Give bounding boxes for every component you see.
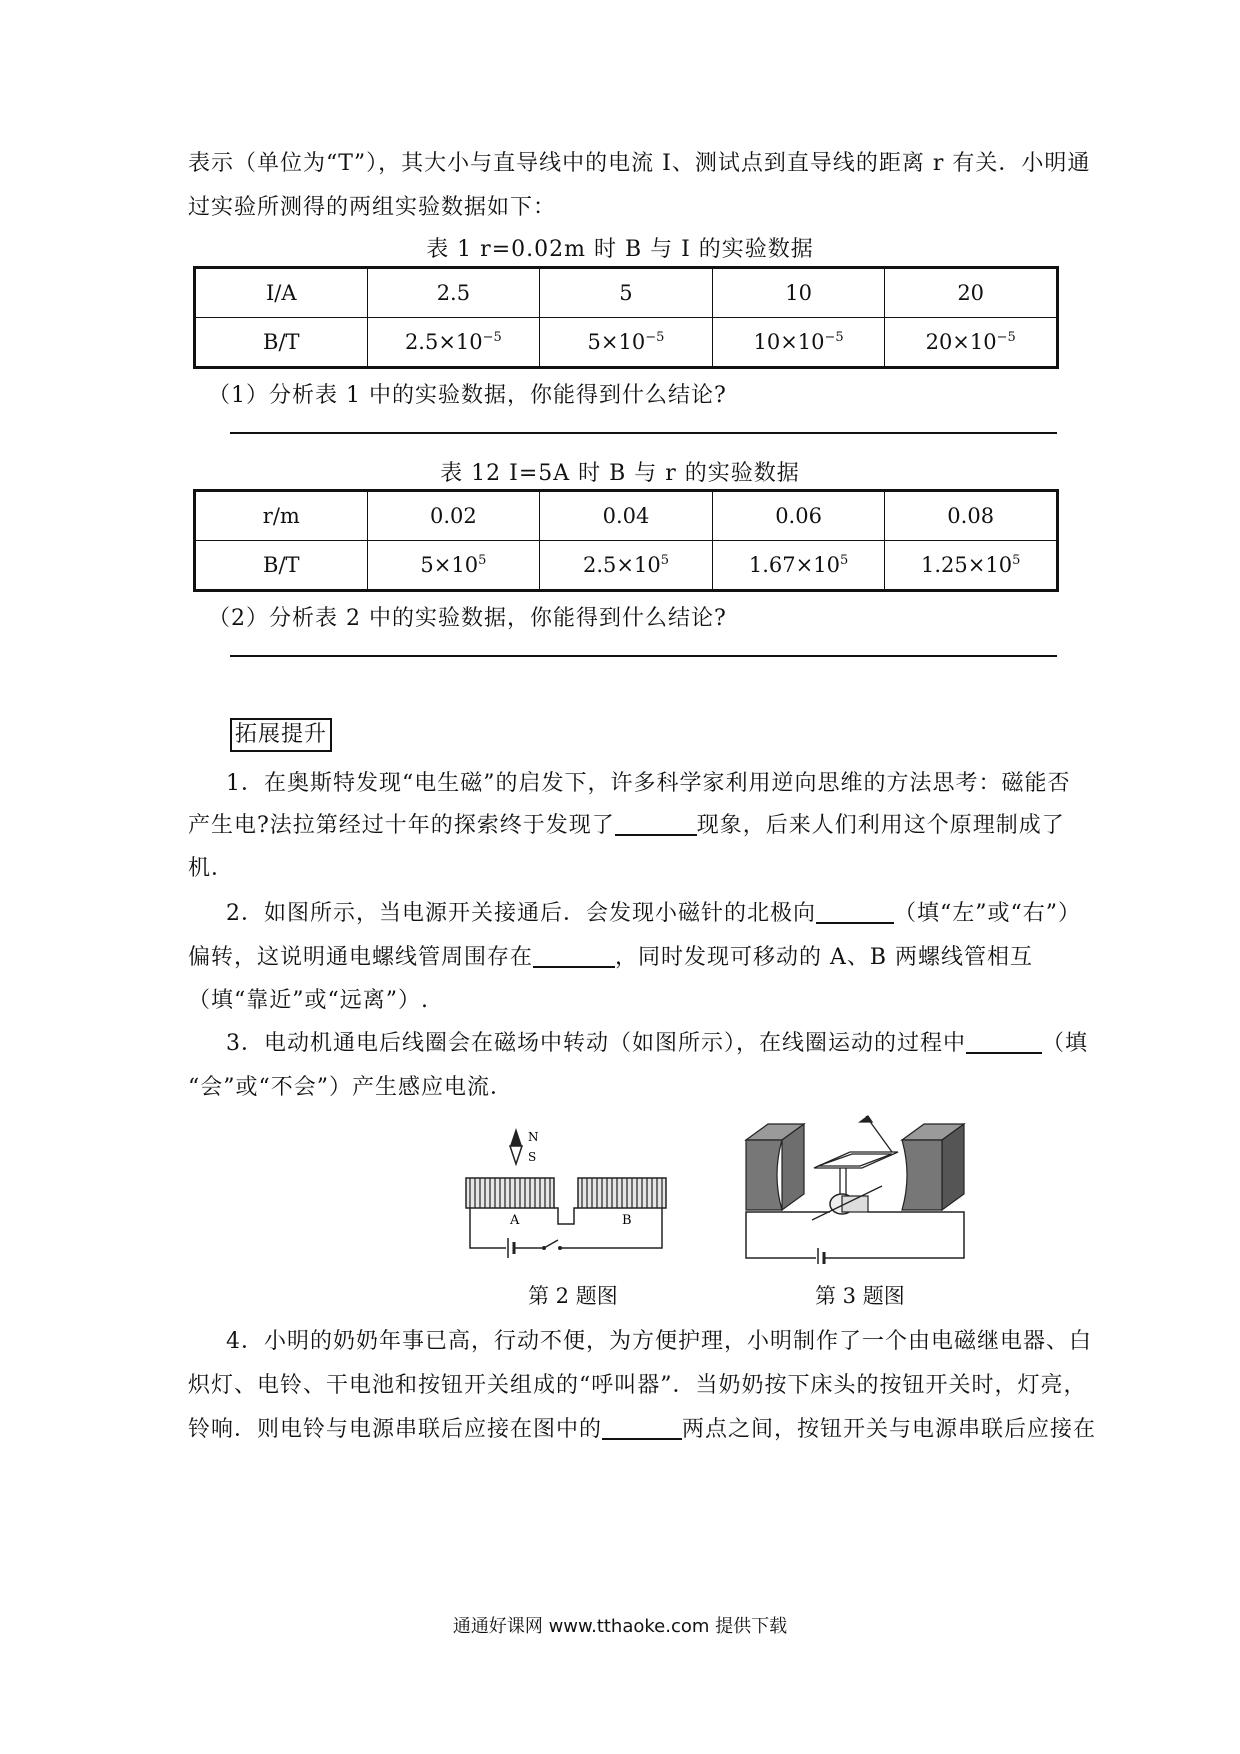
q3-line-2: “会”或“不会”）产生感应电流． <box>188 1075 513 1100</box>
answer-blank[interactable] <box>816 900 894 924</box>
label-s: S <box>528 1150 537 1164</box>
battery-icon <box>818 1248 824 1264</box>
label-n: N <box>528 1130 539 1144</box>
table-cell: 0.02 <box>367 491 540 541</box>
battery-icon <box>508 1238 514 1258</box>
table-cell-header: r/m <box>195 491 368 541</box>
table-row <box>195 268 1058 318</box>
intro-line-1: 表示（单位为“T”），其大小与直导线中的电流 I、测试点到直导线的距离 r 有关．小明通 <box>188 151 1091 176</box>
table-cell: $2.5\times 10^5$ <box>540 541 713 591</box>
footer: 通通好课网 www.tthaoke.com 提供下载 <box>452 1616 788 1637</box>
q2-line-1: 2．如图所示，当电源开关接通后．会发现小磁针的北极向 （填“左”或“右”） <box>226 901 1081 926</box>
table-cell-header: I/A <box>195 268 368 318</box>
table-row <box>195 491 1058 541</box>
figure-2-solenoids <box>462 1124 690 1264</box>
q2-line-3: （填“靠近”或“远离”）. <box>188 988 429 1013</box>
table2-caption: 表 12 I=5A 时 B 与 r 的实验数据 <box>440 461 800 486</box>
compass-needle-icon <box>510 1128 522 1164</box>
solenoid-a <box>466 1178 554 1208</box>
q2-line-2: 偏转，这说明通电螺线管周围存在 ，同时发现可移动的 A、B 两螺线管相互 <box>188 945 1034 970</box>
coil <box>814 1116 898 1194</box>
table-cell: $10\times 10^{-5}$ <box>712 318 885 368</box>
table-cell: 0.06 <box>712 491 885 541</box>
table-cell-header: B/T <box>195 541 368 591</box>
table-cell: 10 <box>712 268 885 318</box>
answer-line-2[interactable] <box>230 655 1057 657</box>
answer-blank[interactable] <box>533 944 615 968</box>
table2 <box>193 489 1059 592</box>
table-cell: $5\times 10^{-5}$ <box>540 318 713 368</box>
question-2: （2）分析表 2 中的实验数据，你能得到什么结论? <box>208 606 727 631</box>
table-cell: $1.25\times 10^5$ <box>885 541 1058 591</box>
table-cell: 0.08 <box>885 491 1058 541</box>
answer-blank[interactable] <box>966 1030 1042 1054</box>
switch-icon <box>542 1240 562 1250</box>
label-b: B <box>622 1213 632 1228</box>
table-cell: $1.67\times 10^5$ <box>712 541 885 591</box>
table-cell: 2.5 <box>367 268 540 318</box>
table-cell-header: B/T <box>195 318 368 368</box>
left-magnet <box>746 1124 804 1210</box>
q4-line-2: 炽灯、电铃、干电池和按钮开关组成的“呼叫器”．当奶奶按下床头的按钮开关时，灯亮， <box>188 1373 1087 1398</box>
section-title <box>230 718 1102 752</box>
table1 <box>193 266 1059 369</box>
right-magnet <box>902 1124 964 1210</box>
table-cell: 20 <box>885 268 1058 318</box>
answer-blank[interactable] <box>615 812 697 836</box>
table-cell: $2.5\times 10^{-5}$ <box>367 318 540 368</box>
q1-line-2: 产生电?法拉第经过十年的探索终于发现了 现象，后来人们利用这个原理制成了 <box>188 813 1065 838</box>
table-cell: $5\times 10^5$ <box>367 541 540 591</box>
answer-blank[interactable] <box>602 1416 682 1440</box>
solenoid-b <box>578 1178 666 1208</box>
table-cell: $20\times 10^{-5}$ <box>885 318 1058 368</box>
q4-line-3: 铃响．则电铃与电源串联后应接在图中的 两点之间，按钮开关与电源串联后应接在 <box>188 1417 1097 1442</box>
table1-caption: 表 1 r=0.02m 时 B 与 I 的实验数据 <box>426 237 814 262</box>
q4-line-1: 4．小明的奶奶年事已高，行动不便，为方便护理，小明制作了一个由电磁继电器、白 <box>226 1329 1092 1354</box>
table-cell: 5 <box>540 268 713 318</box>
commutator <box>812 1186 882 1220</box>
question-1: （1）分析表 1 中的实验数据，你能得到什么结论? <box>208 383 727 408</box>
q1-line-1: 1．在奥斯特发现“电生磁”的启发下，许多科学家利用逆向思维的方法思考：磁能否 <box>226 771 1071 796</box>
answer-line-1[interactable] <box>230 432 1057 434</box>
table-row <box>195 318 1058 368</box>
table-row <box>195 541 1058 591</box>
intro-line-2: 过实验所测得的两组实验数据如下： <box>188 195 557 220</box>
table-cell: 0.04 <box>540 491 713 541</box>
q3-line-1: 3．电动机通电后线圈会在磁场中转动（如图所示），在线圈运动的过程中 （填 <box>226 1031 1089 1056</box>
figure-2-caption: 第 2 题图 <box>528 1284 618 1308</box>
q1-line-3: 机． <box>188 856 235 881</box>
figure-3-caption: 第 3 题图 <box>815 1284 905 1308</box>
section-title-box: 拓展提升 <box>230 718 332 752</box>
figure-3-motor <box>742 1112 968 1264</box>
label-a: A <box>510 1213 520 1228</box>
